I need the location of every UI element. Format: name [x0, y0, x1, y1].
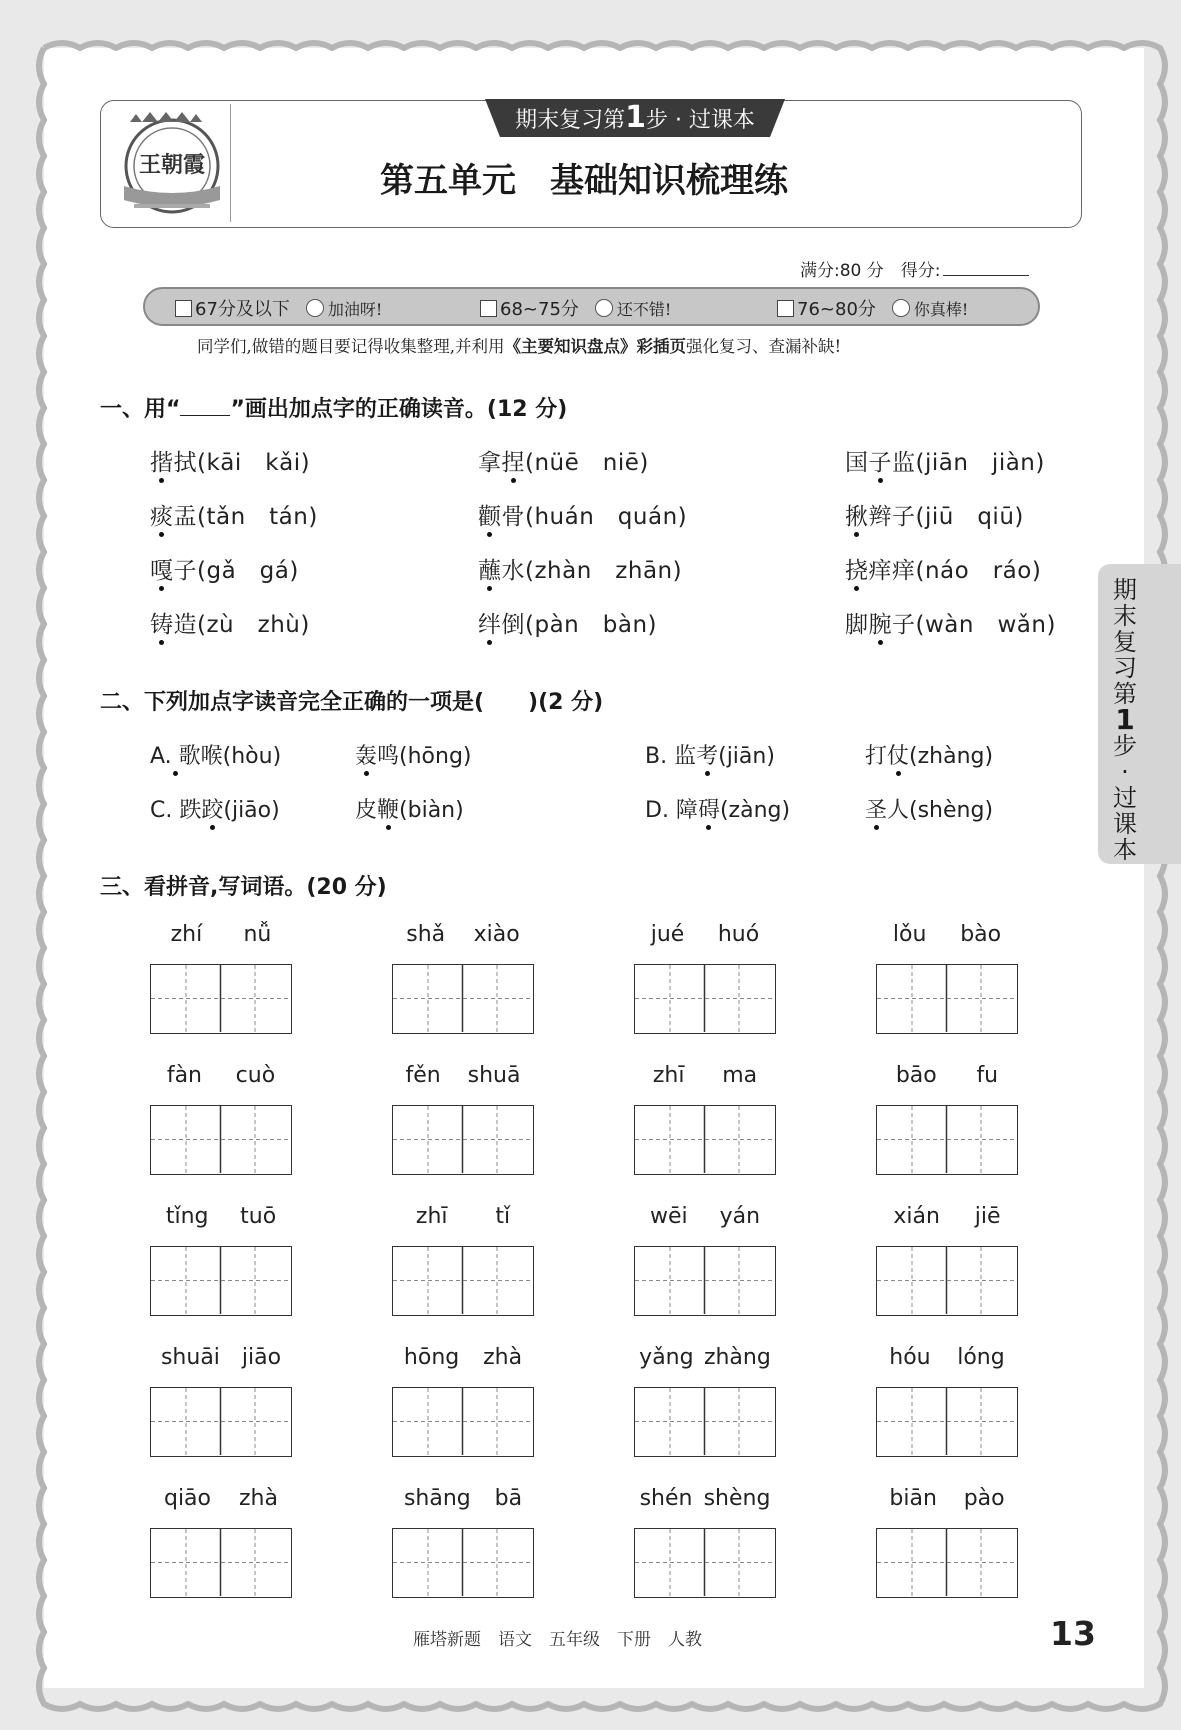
pinyin-choice-item[interactable]	[845, 552, 1041, 585]
pinyin-syllable: zhī	[652, 1063, 685, 1088]
word-char: 盂	[173, 504, 197, 530]
pinyin-options: (kāi kǎi)	[197, 450, 311, 476]
pinyin-syllable: fěn	[405, 1063, 441, 1088]
option-b-word2: 打仗(zhàng)	[865, 744, 994, 769]
writing-grid[interactable]	[392, 1528, 534, 1598]
section-1-pre: 一、用“	[100, 397, 181, 422]
logo-divider	[230, 104, 231, 222]
pinyin-choice-item[interactable]	[478, 606, 657, 639]
word-char: 拭	[173, 450, 197, 476]
banner-label	[485, 99, 785, 137]
writing-grid[interactable]	[634, 1387, 776, 1457]
pinyin-syllable: shǎ	[406, 922, 446, 947]
option-c-word2: 皮鞭(biàn)	[355, 798, 464, 823]
dotted-char: 揩	[150, 450, 174, 476]
writing-grid[interactable]	[634, 964, 776, 1034]
score-label: 得分:	[900, 261, 941, 281]
word-char: 监	[892, 450, 916, 476]
side-tab-char: 步	[1113, 732, 1137, 760]
option-b[interactable]: B. 监考(jiān)	[645, 744, 775, 769]
pinyin-choice-item[interactable]	[150, 552, 299, 585]
pinyin-options: (jiū qiū)	[915, 504, 1024, 530]
grade-item	[777, 295, 968, 321]
pinyin-choice-item[interactable]	[845, 606, 1056, 639]
dotted-char: 蘸	[478, 558, 502, 584]
side-tab-char: ·	[1121, 758, 1129, 786]
pinyin-syllable: biān	[889, 1486, 937, 1511]
pinyin-pair	[876, 1345, 1018, 1370]
writing-grid[interactable]	[392, 1246, 534, 1316]
word-char: 痒	[868, 558, 892, 584]
option-a[interactable]: A. 歌喉(hòu)	[150, 744, 282, 769]
section-1-title	[100, 392, 567, 423]
side-tab-char: 1	[1115, 703, 1135, 736]
pinyin-choice-item[interactable]	[478, 552, 682, 585]
score-blank[interactable]	[943, 275, 1029, 276]
pinyin-syllable: fàn	[166, 1063, 202, 1088]
option-a-word2: 轰鸣(hōng)	[355, 744, 472, 769]
pinyin-syllable: hóu	[889, 1345, 931, 1370]
pinyin-pair	[392, 1345, 534, 1370]
dotted-char: 痰	[150, 504, 174, 530]
pinyin-syllable: tuō	[240, 1204, 277, 1229]
side-tab-char: 课	[1113, 810, 1137, 838]
writing-grid[interactable]	[150, 1528, 292, 1598]
pinyin-syllable: wēi	[649, 1204, 688, 1229]
banner-step-number: 1	[625, 100, 646, 135]
pinyin-syllable: nǚ	[243, 922, 272, 947]
pinyin-pair	[634, 1345, 776, 1370]
writing-grid[interactable]	[876, 1387, 1018, 1457]
page-title: 第五单元 基础知识梳理练	[380, 161, 788, 201]
writing-grid[interactable]	[876, 1528, 1018, 1598]
writing-grid[interactable]	[150, 1246, 292, 1316]
smiley-icon	[306, 299, 324, 317]
pinyin-pair	[876, 922, 1018, 947]
word-char: 脚	[845, 612, 869, 638]
word-char: 拿	[478, 450, 502, 476]
pinyin-syllable: bāo	[895, 1063, 937, 1088]
banner-pre: 期末复习第	[515, 108, 626, 133]
pinyin-options: (náo ráo)	[915, 558, 1042, 584]
side-tab-char: 复	[1113, 628, 1137, 656]
dotted-char: 嘎	[150, 558, 174, 584]
pinyin-syllable: lóng	[957, 1345, 1005, 1370]
writing-grid[interactable]	[392, 964, 534, 1034]
pinyin-syllable: ma	[722, 1063, 758, 1088]
pinyin-pair	[634, 922, 776, 947]
grade-comment: 你真棒!	[913, 299, 969, 319]
pinyin-pair	[150, 1486, 292, 1511]
pinyin-choice-item[interactable]	[150, 606, 310, 639]
pinyin-syllable: zhà	[483, 1345, 523, 1370]
pinyin-options: (zhàn zhān)	[525, 558, 683, 584]
notice-text	[197, 333, 841, 357]
pinyin-syllable: huó	[717, 922, 760, 947]
pinyin-choice-item[interactable]	[478, 444, 649, 477]
word-char: 子	[173, 558, 197, 584]
pinyin-syllable: lǒu	[892, 922, 927, 947]
pinyin-syllable: xián	[893, 1204, 940, 1229]
blank-line-sample	[180, 415, 230, 416]
pinyin-pair	[634, 1063, 776, 1088]
dotted-char: 捏	[501, 450, 525, 476]
pinyin-syllable: shuāi	[160, 1345, 220, 1370]
word-char: 国	[845, 450, 869, 476]
dotted-char: 绊	[478, 612, 502, 638]
dotted-char: 腕	[868, 612, 892, 638]
notice-pre: 同学们,做错的题目要记得收集整理,并利用	[197, 337, 505, 356]
grade-range: 76~80分	[797, 299, 876, 320]
writing-grid[interactable]	[634, 1105, 776, 1175]
notice-bold: 《主要知识盘点》彩插页	[504, 337, 686, 356]
pinyin-options: (tǎn tán)	[197, 504, 318, 530]
smiley-icon	[892, 299, 910, 317]
pinyin-syllable: shāng	[403, 1486, 471, 1511]
writing-grid[interactable]	[392, 1105, 534, 1175]
pinyin-choice-item[interactable]	[150, 498, 318, 531]
pinyin-pair	[392, 922, 534, 947]
footer-text: 雁塔新题 语文 五年级 下册 人教	[413, 1630, 702, 1650]
writing-grid[interactable]	[876, 964, 1018, 1034]
word-char: 水	[501, 558, 525, 584]
section-3-title: 三、看拼音,写词语。(20 分)	[100, 875, 387, 900]
pinyin-syllable: xiào	[473, 922, 520, 947]
dotted-char: 揪	[845, 504, 869, 530]
word-char: 子	[892, 612, 916, 638]
dotted-char: 铸	[150, 612, 174, 638]
pinyin-syllable: zhàng	[703, 1345, 771, 1370]
pinyin-syllable: fu	[976, 1063, 999, 1088]
pinyin-syllable: yán	[719, 1204, 761, 1229]
pinyin-pair	[876, 1063, 1018, 1088]
pinyin-syllable: cuò	[235, 1063, 276, 1088]
grade-comment: 加油呀!	[327, 299, 383, 319]
pinyin-pair	[634, 1486, 776, 1511]
pinyin-pair	[392, 1063, 534, 1088]
word-char: 子	[892, 504, 916, 530]
pinyin-syllable: jiāo	[241, 1345, 282, 1370]
notice-post: 强化复习、查漏补缺!	[686, 337, 842, 356]
pinyin-syllable: tǐ	[495, 1204, 511, 1229]
word-char: 骨	[501, 504, 525, 530]
grade-comment: 还不错!	[616, 299, 672, 319]
pinyin-syllable: yǎng	[639, 1345, 694, 1370]
pinyin-options: (huán quán)	[525, 504, 688, 530]
pinyin-choice-item[interactable]	[478, 498, 687, 531]
side-tab-char: 习	[1113, 654, 1137, 682]
grade-item	[480, 295, 671, 321]
option-c[interactable]: C. 跌跤(jiāo)	[150, 798, 280, 823]
dotted-char: 颧	[478, 504, 502, 530]
page-number: 13	[1050, 1614, 1096, 1653]
side-tab-char: 末	[1113, 602, 1137, 630]
pinyin-syllable: pào	[963, 1486, 1005, 1511]
checkbox-icon[interactable]	[777, 300, 794, 317]
pinyin-pair	[150, 1063, 292, 1088]
pinyin-syllable: shuā	[467, 1063, 521, 1088]
pinyin-syllable: tǐng	[165, 1204, 209, 1229]
writing-grid[interactable]	[150, 964, 292, 1034]
pinyin-syllable: bào	[960, 922, 1002, 947]
option-d-word2: 圣人(shèng)	[865, 798, 994, 823]
side-tab-char: 第	[1113, 680, 1137, 708]
pinyin-choice-item[interactable]	[845, 498, 1024, 531]
section-2-title: 二、下列加点字读音完全正确的一项是( )(2 分)	[100, 690, 604, 715]
option-d[interactable]: D. 障碍(zàng)	[645, 798, 791, 823]
writing-grid[interactable]	[150, 1105, 292, 1175]
pinyin-syllable: zhí	[170, 922, 203, 947]
pinyin-options: (pàn bàn)	[525, 612, 657, 638]
pinyin-pair	[150, 922, 292, 947]
pinyin-pair	[150, 1204, 292, 1229]
writing-grid[interactable]	[634, 1528, 776, 1598]
pinyin-options: (nüē niē)	[525, 450, 649, 476]
banner-post: 步 · 过课本	[645, 108, 755, 133]
pinyin-options: (jiān jiàn)	[915, 450, 1045, 476]
word-char: 造	[173, 612, 197, 638]
pinyin-choice-item[interactable]	[150, 444, 310, 477]
pinyin-syllable: hōng	[403, 1345, 460, 1370]
writing-grid[interactable]	[876, 1105, 1018, 1175]
pinyin-pair	[876, 1204, 1018, 1229]
pinyin-pair	[876, 1486, 1018, 1511]
checkbox-icon[interactable]	[175, 300, 192, 317]
logo-text: 王朝霞	[138, 152, 206, 178]
word-char: 倒	[501, 612, 525, 638]
pinyin-syllable: shén	[639, 1486, 693, 1511]
checkbox-icon[interactable]	[480, 300, 497, 317]
dotted-char: 子	[868, 450, 892, 476]
writing-grid[interactable]	[634, 1246, 776, 1316]
side-tab-char: 过	[1113, 784, 1137, 812]
pinyin-pair	[392, 1486, 534, 1511]
pinyin-syllable: bā	[494, 1486, 523, 1511]
word-char: 痒	[892, 558, 916, 584]
word-char: 辫	[868, 504, 892, 530]
pinyin-syllable: jué	[650, 922, 685, 947]
side-tab-text	[1110, 578, 1140, 864]
pinyin-syllable: jiē	[974, 1204, 1001, 1229]
pinyin-pair	[634, 1204, 776, 1229]
side-tab-char: 期	[1113, 576, 1137, 604]
writing-grid[interactable]	[876, 1246, 1018, 1316]
grade-range: 68~75分	[500, 299, 579, 320]
wangzhaoxia-logo	[116, 104, 228, 222]
grade-item	[175, 295, 382, 321]
smiley-icon	[595, 299, 613, 317]
pinyin-pair	[392, 1204, 534, 1229]
pinyin-syllable: shèng	[703, 1486, 771, 1511]
pinyin-options: (gǎ gá)	[197, 558, 299, 584]
grade-range: 67分及以下	[195, 299, 290, 320]
dotted-char: 挠	[845, 558, 869, 584]
writing-grid[interactable]	[150, 1387, 292, 1457]
pinyin-pair	[150, 1345, 292, 1370]
pinyin-syllable: qiāo	[163, 1486, 212, 1511]
pinyin-options: (zù zhù)	[197, 612, 310, 638]
pinyin-syllable: zhà	[239, 1486, 278, 1511]
full-score: 满分:80 分	[800, 261, 884, 281]
grade-bar	[143, 287, 1040, 326]
writing-grid[interactable]	[392, 1387, 534, 1457]
pinyin-choice-item[interactable]	[845, 444, 1045, 477]
section-1-post: ”画出加点字的正确读音。(12 分)	[230, 397, 568, 422]
side-tab-char: 本	[1113, 836, 1137, 864]
score-line	[800, 256, 1029, 281]
pinyin-options: (wàn wǎn)	[915, 612, 1056, 638]
pinyin-syllable: zhī	[415, 1204, 448, 1229]
